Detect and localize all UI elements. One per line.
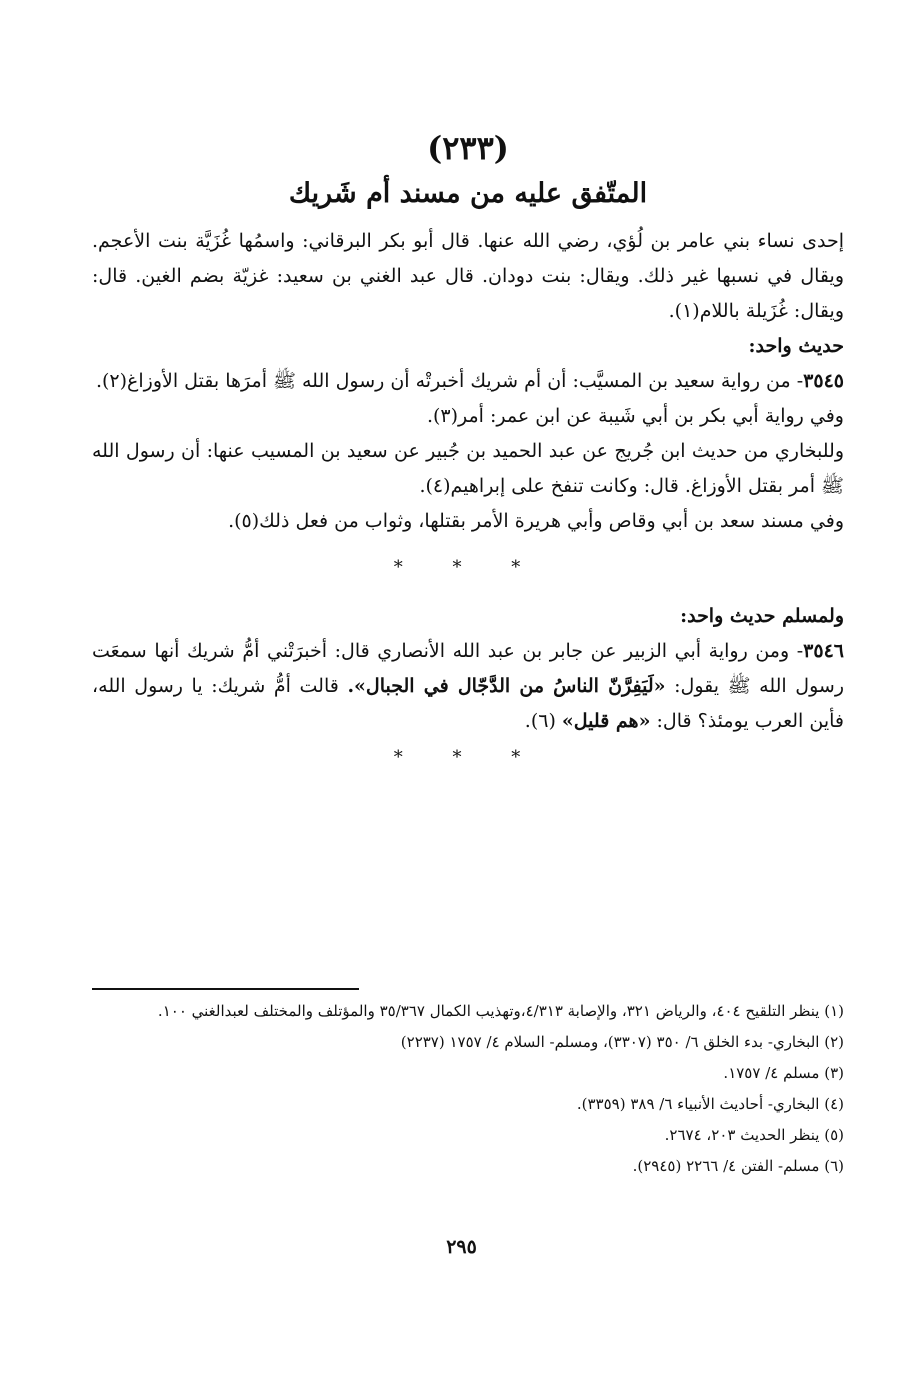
hadith-paragraph-3546 [92,634,844,739]
footnote-5: (٥) ينظر الحديث ٢٠٣، ٢٦٧٤. [664,1126,844,1144]
footnote-4: (٤) البخاري- أحاديث الأنبياء ٦/ ٣٨٩ (٣٣٥٩). [576,1095,844,1113]
hadith-number: ٣٥٤٥ [803,370,844,392]
page-number: ٢٩٥ [446,1236,477,1258]
footnote-6: (٦) مسلم- الفتن ٤/ ٢٢٦٦ (٢٩٤٥). [632,1157,844,1175]
prophet-quote-2: «هم قليل» [561,710,651,732]
section-heading-2: ولمسلم حديث واحد: [680,605,844,627]
chapter-title: المتّفق عليه من مسند أم شَريك [288,178,648,209]
footnote-2: (٢) البخاري- بدء الخلق ٦/ ٣٥٠ (٣٣٠٧)، ومسلم- السلام ٤/ ١٧٥٧ (٢٢٣٧) [400,1033,844,1051]
separator-stars-2: * * * [393,747,543,768]
footnote-divider [92,988,359,990]
section-heading-1: حديث واحد: [748,335,844,357]
paragraph-ibn-abi-shayba: وفي رواية أبي بكر بن أبي شَيبة عن ابن عمر: أمر(٣). [426,405,844,427]
hadith-text-part-a: - ومن رواية أبي الزبير عن جابر بن عبد الله الأنصاري قال: أخبرَتْني أمُّ شريك أنها سمعَت رسول الله ﷺ يقول: [92,640,845,697]
footnote-1: (١) ينظر التلقيح ٤٠٤، والرياض ٣٢١، والإصابة ٤/٣١٣،وتهذيب الكمال ٣٥/٣٦٧ والمؤتلف والمختلف لعبدالغني ١٠٠. [157,1002,844,1020]
prophet-quote-1: «لَيَفِرَّنّ الناسُ من الدَّجّال في الجبال». [347,675,666,697]
hadith-text: - من رواية سعيد بن المسيَّب: أن أم شريك أخبرتْه أن رسول الله ﷺ أمرَها بقتل الأوزاغ(٢). [95,370,804,392]
footnotes-list [92,996,844,1182]
page-body [92,128,844,773]
separator-stars: * * * [393,557,543,578]
hadith-number: ٣٥٤٦ [803,640,844,662]
hadith-text-part-c: (٦). [524,710,562,732]
hadith-text-part-b: قالت أمُّ شريك: يا رسول الله، فأين العرب يومئذ؟ قال: [92,675,844,732]
intro-paragraph: إحدى نساء بني عامر بن لُؤي، رضي الله عنها. قال أبو بكر البرقاني: واسمُها غُزَيَّة بنت الأعجم. ويقال في نسبها غير ذلك. ويقال: بنت دودان. قال عبد الغني بن سعيد: غزيّة بضم الغين. قال: ويقال: غُزَيلة باللام(١). [92,230,844,322]
hadith-paragraph-3545 [92,364,844,399]
paragraph-bukhari: وللبخاري من حديث ابن جُريج عن عبد الحميد بن جُبير عن سعيد بن المسيب عنها: أن رسول الله ﷺ أمر بقتل الأوزاغ. قال: وكانت تنفخ على إبراهيم(٤). [92,440,844,497]
paragraph-musnad-saad: وفي مسند سعد بن أبي وقاص وأبي هريرة الأمر بقتلها، وثواب من فعل ذلك(٥). [228,510,844,532]
footnote-3: (٣) مسلم ٤/ ١٧٥٧. [723,1064,844,1082]
chapter-number: (٢٣٣) [427,129,509,167]
